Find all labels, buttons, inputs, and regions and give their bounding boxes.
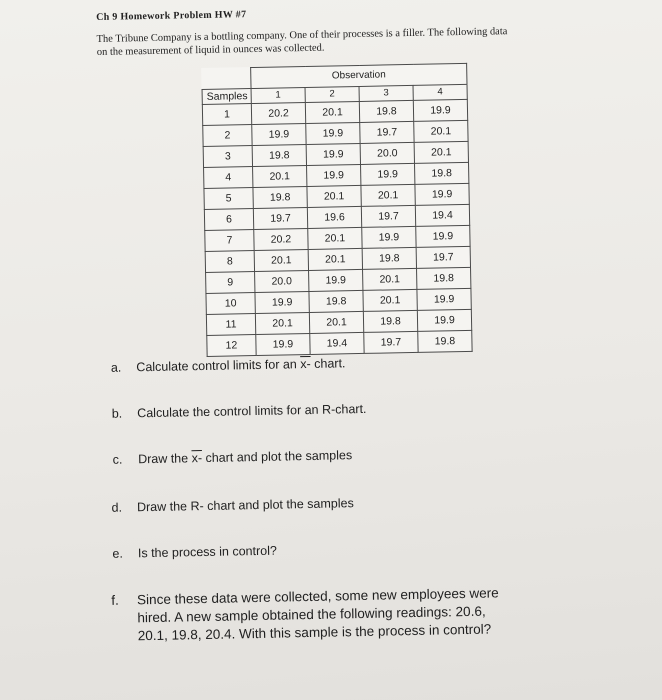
observation-value-cell: 20.2	[254, 228, 308, 250]
observation-value-cell: 19.9	[417, 309, 471, 331]
table-row	[207, 330, 472, 356]
observation-value-cell: 19.9	[309, 269, 363, 291]
xbar-symbol: x-	[300, 356, 311, 372]
question-a-text-pre: Calculate control limits for an	[136, 357, 297, 375]
sample-number-cell: 11	[206, 313, 255, 335]
observation-value-cell: 19.7	[360, 121, 414, 143]
observation-value-cell: 20.1	[361, 184, 415, 206]
question-d-label: d.	[111, 500, 123, 515]
observation-group-header: Observation	[251, 63, 467, 88]
column-header-3: 3	[359, 85, 413, 101]
question-d-text: Draw the R- chart and plot the samples	[136, 496, 354, 515]
question-e-text: Is the process in control?	[137, 543, 277, 561]
observation-value-cell: 19.8	[418, 330, 472, 352]
observation-value-cell: 19.4	[415, 204, 469, 226]
question-c-text-post: chart and plot the samples	[205, 448, 353, 465]
observation-value-cell: 19.9	[361, 163, 415, 185]
question-b-label: b.	[111, 406, 123, 421]
problem-intro: The Tribune Company is a bottling company. One of their processes is a filler. The following data on the measurement of liquid in ounces was collected.	[96, 26, 508, 58]
xbar-symbol: x-	[191, 451, 203, 466]
question-a-text-post: chart.	[314, 356, 346, 371]
observation-value-cell: 20.1	[254, 249, 308, 271]
observation-value-cell: 20.1	[309, 311, 363, 333]
observation-value-cell: 20.1	[414, 120, 468, 142]
observation-value-cell: 19.7	[253, 207, 307, 229]
observation-value-cell: 19.9	[413, 99, 467, 121]
samples-column-header: Samples	[202, 88, 251, 104]
question-c-text-pre: Draw the	[137, 451, 189, 467]
question-f-text: Since these data were collected, some new employees were hired. A new sample obtained the following readings: 20.6, 20.1, 19.8, 20.4. With this sample is the process in control?	[136, 585, 499, 644]
observation-value-cell: 20.1	[363, 289, 417, 311]
question-e	[112, 543, 277, 562]
question-f	[111, 584, 532, 646]
observation-value-cell: 20.0	[360, 142, 414, 164]
problem-header: Ch 9 Homework Problem HW #7	[96, 9, 247, 23]
observation-value-cell: 19.9	[255, 291, 309, 313]
observation-value-cell: 19.9	[362, 226, 416, 248]
observation-value-cell: 19.9	[307, 164, 361, 186]
observation-value-cell: 19.4	[310, 332, 364, 354]
question-c-label: c.	[112, 452, 123, 467]
observation-value-cell: 20.1	[305, 101, 359, 123]
observation-value-cell: 20.0	[255, 270, 309, 292]
question-e-label: e.	[112, 546, 124, 561]
observation-value-cell: 19.8	[253, 186, 307, 208]
observation-value-cell: 20.1	[363, 268, 417, 290]
observation-value-cell: 19.8	[363, 310, 417, 332]
question-a-label: a.	[110, 360, 122, 375]
sample-number-cell: 2	[203, 124, 252, 146]
observation-value-cell: 19.9	[306, 143, 360, 165]
column-header-4: 4	[413, 84, 467, 100]
sample-number-cell: 12	[207, 334, 256, 356]
worksheet	[96, 0, 637, 644]
observation-table	[201, 63, 472, 357]
sample-number-cell: 6	[204, 208, 253, 230]
observation-value-cell: 19.8	[414, 162, 468, 184]
observation-value-cell: 19.8	[252, 144, 306, 166]
observation-value-cell: 19.9	[415, 183, 469, 205]
sample-number-cell: 1	[202, 103, 251, 125]
observation-value-cell: 19.8	[359, 100, 413, 122]
observation-value-cell: 19.9	[416, 225, 470, 247]
sample-number-cell: 10	[206, 292, 255, 314]
observation-value-cell: 19.8	[417, 267, 471, 289]
sample-number-cell: 3	[203, 145, 252, 167]
observation-value-cell: 19.9	[306, 122, 360, 144]
observation-value-cell: 20.1	[253, 165, 307, 187]
observation-value-cell: 20.1	[307, 185, 361, 207]
observation-value-cell: 20.1	[308, 248, 362, 270]
observation-value-cell: 19.7	[361, 205, 415, 227]
observation-value-cell: 20.1	[414, 141, 468, 163]
sample-number-cell: 7	[205, 229, 254, 251]
observation-value-cell: 19.7	[364, 331, 418, 353]
observation-value-cell: 20.1	[308, 227, 362, 249]
observation-value-cell: 19.9	[417, 288, 471, 310]
observation-value-cell: 19.9	[252, 123, 306, 145]
question-b-text: Calculate the control limits for an R-chart.	[137, 401, 367, 421]
sample-number-cell: 9	[206, 271, 255, 293]
column-header-2: 2	[305, 86, 359, 102]
observation-value-cell: 19.8	[362, 247, 416, 269]
observation-value-cell: 20.2	[251, 102, 305, 124]
sample-number-cell: 8	[205, 250, 254, 272]
observation-value-cell: 19.8	[309, 290, 363, 312]
observation-value-cell: 19.6	[307, 206, 361, 228]
observation-value-cell: 20.1	[255, 312, 309, 334]
observation-value-cell: 19.9	[256, 333, 310, 355]
sample-number-cell: 4	[204, 166, 253, 188]
observation-value-cell: 19.7	[416, 246, 470, 268]
sample-number-cell: 5	[204, 187, 253, 209]
observation-table-body	[202, 99, 472, 356]
question-f-label: f.	[111, 592, 119, 608]
table-corner	[202, 68, 251, 89]
column-header-1: 1	[251, 87, 305, 103]
